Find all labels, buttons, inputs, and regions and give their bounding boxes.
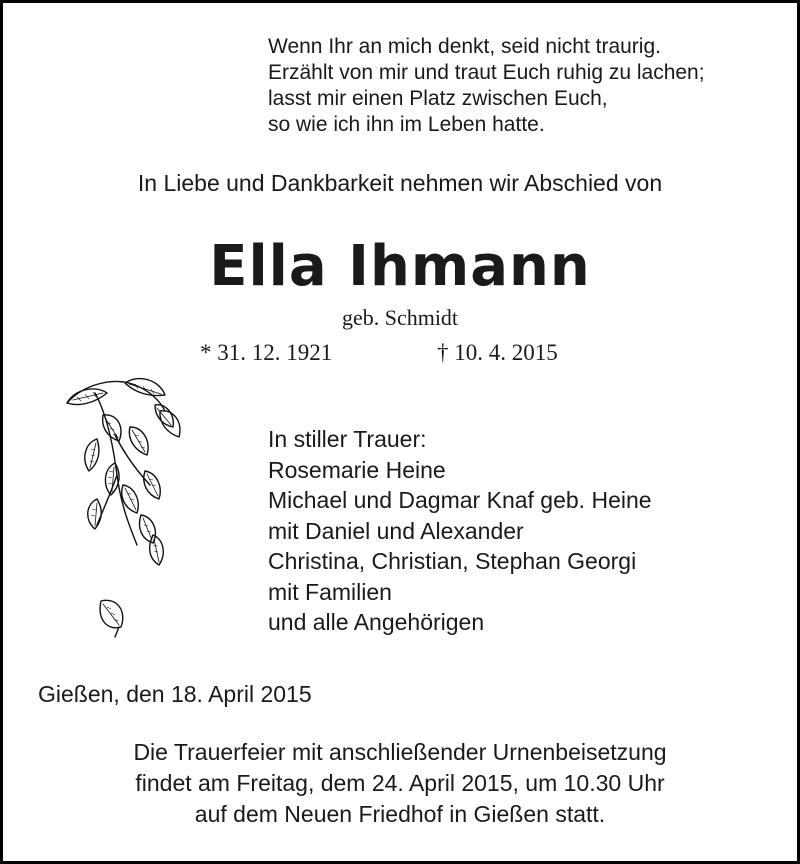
birth-date: * 31. 12. 1921 — [200, 340, 333, 365]
mourner-line: und alle Angehörigen — [268, 609, 485, 635]
intro-text: In Liebe und Dankbarkeit nehmen wir Abschied von — [137, 170, 663, 196]
mourner-line: Michael und Dagmar Knaf geb. Heine — [268, 487, 652, 513]
mourners-list — [268, 424, 652, 638]
maiden-name: geb. Schmidt — [341, 305, 459, 330]
ceremony-line: Die Trauerfeier mit anschließender Urnenbeisetzung — [133, 739, 667, 765]
ceremony-line: findet am Freitag, dem 24. April 2015, um 10.30 Uhr — [135, 770, 665, 796]
frame-left — [0, 0, 3, 864]
mourner-line: Rosemarie Heine — [268, 456, 446, 483]
poem — [268, 34, 705, 138]
ceremony-line: auf dem Neuen Friedhof in Gießen statt. — [194, 801, 606, 827]
deceased-name: Ella Ihmann — [209, 234, 591, 299]
death-date: † 10. 4. 2015 — [437, 340, 558, 365]
poem-line: Wenn Ihr an mich denkt, seid nicht traurig. — [268, 35, 661, 58]
place-and-date: Gießen, den 18. April 2015 — [38, 681, 312, 707]
birch-branch-icon — [55, 375, 195, 655]
poem-line: so wie ich ihn im Leben hatte. — [268, 113, 545, 136]
mourners-heading: In stiller Trauer: — [268, 426, 427, 452]
mourner-line: mit Daniel und Alexander — [268, 517, 524, 544]
mourner-line: Christina, Christian, Stephan Georgi — [268, 548, 637, 574]
mourner-line: mit Familien — [268, 578, 392, 605]
life-dates — [0, 340, 800, 370]
poem-line: lasst mir einen Platz zwischen Euch, — [268, 87, 608, 110]
ceremony-info — [0, 737, 800, 830]
frame-top — [0, 0, 800, 3]
poem-line: Erzählt von mir und traut Euch ruhig zu lachen; — [268, 61, 705, 84]
